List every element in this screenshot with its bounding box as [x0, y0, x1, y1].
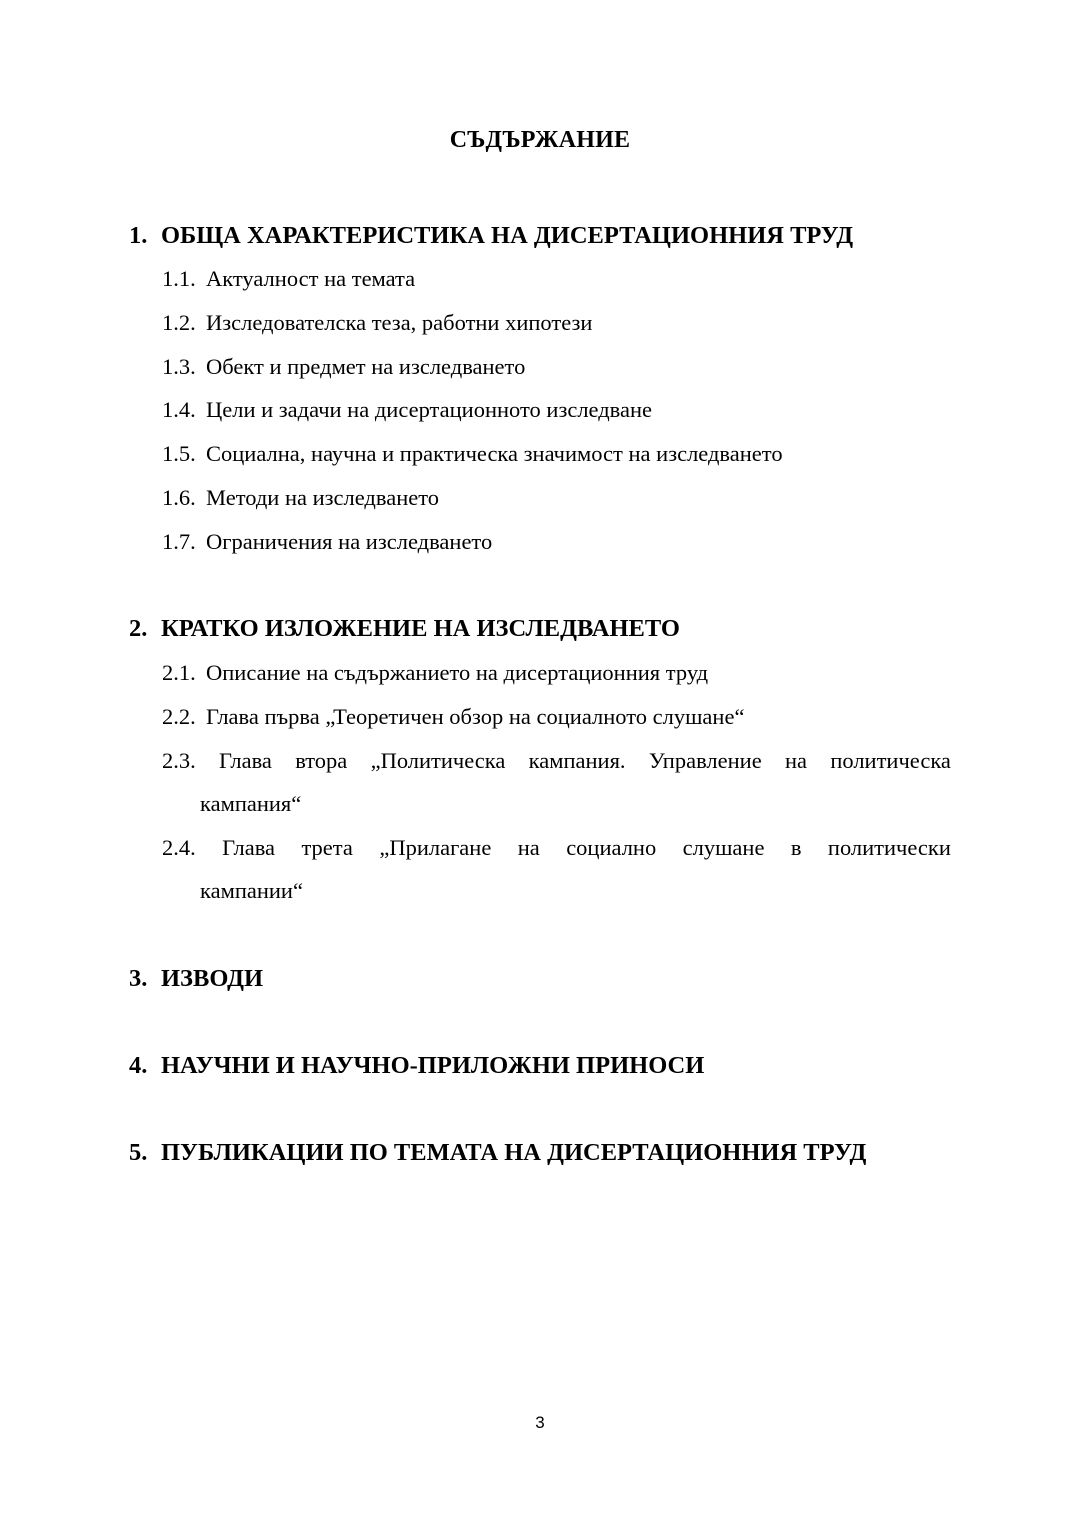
section-number: 5.: [129, 1139, 148, 1166]
section-label: ИЗВОДИ: [161, 965, 264, 992]
toc-section-1[interactable]: [129, 222, 853, 250]
item-text: Актуалност на темата: [206, 266, 416, 291]
section-label: ПУБЛИКАЦИИ ПО ТЕМАТА НА ДИСЕРТАЦИОННИЯ ТРУД: [161, 1139, 867, 1166]
item-word: социално: [566, 835, 657, 860]
item-text: Ограничения на изследването: [206, 529, 493, 554]
toc-section-5[interactable]: [129, 1139, 866, 1167]
item-word: слушане: [682, 835, 765, 860]
item-word: в: [790, 835, 802, 860]
item-word: трета: [301, 835, 353, 860]
item-word: „Прилагане: [379, 835, 492, 860]
toc-section-3[interactable]: [129, 965, 263, 993]
item-number: 1.3.: [162, 354, 196, 379]
toc-item-1-1[interactable]: [162, 266, 415, 292]
toc-item-2-4[interactable]: [162, 835, 951, 904]
toc-item-1-2[interactable]: [162, 310, 592, 336]
toc-section-2[interactable]: [129, 615, 680, 643]
item-word: на: [785, 748, 808, 773]
item-text-continuation: кампании“: [200, 878, 303, 903]
item-text-continuation: кампания“: [200, 791, 302, 816]
item-word: политическа: [830, 748, 951, 773]
toc-item-1-3[interactable]: [162, 354, 525, 380]
item-text: Социална, научна и практическа значимост на изследването: [206, 441, 783, 466]
item-word: политически: [827, 835, 951, 860]
page-number: 3: [535, 1413, 545, 1432]
section-number: 1.: [129, 222, 148, 249]
item-number: 1.2.: [162, 310, 196, 335]
item-number: 1.5.: [162, 441, 196, 466]
toc-section-4[interactable]: [129, 1052, 704, 1080]
section-number: 2.: [129, 615, 148, 642]
item-word: на: [517, 835, 540, 860]
toc-item-2-1[interactable]: [162, 660, 708, 686]
item-number: 1.6.: [162, 485, 196, 510]
item-text: Методи на изследването: [206, 485, 440, 510]
toc-item-1-7[interactable]: [162, 529, 492, 555]
item-word: „Политическа: [370, 748, 506, 773]
toc-item-2-2[interactable]: [162, 704, 744, 730]
item-number: 2.4.: [162, 835, 196, 860]
section-label: НАУЧНИ И НАУЧНО-ПРИЛОЖНИ ПРИНОСИ: [161, 1052, 705, 1079]
toc-item-1-5[interactable]: [162, 441, 783, 467]
item-text: Глава първа „Теоретичен обзор на социалното слушане“: [206, 704, 745, 729]
item-word: Глава: [219, 748, 272, 773]
toc-item-1-4[interactable]: [162, 397, 652, 423]
item-text: Обект и предмет на изследването: [206, 354, 526, 379]
item-number: 1.7.: [162, 529, 196, 554]
item-word: Управление: [648, 748, 762, 773]
section-number: 4.: [129, 1052, 148, 1079]
item-text: Цели и задачи на дисертационното изследване: [206, 397, 653, 422]
item-number: 2.2.: [162, 704, 196, 729]
section-label: ОБЩА ХАРАКТЕРИСТИКА НА ДИСЕРТАЦИОННИЯ ТРУД: [161, 222, 854, 249]
item-number: 2.3.: [162, 748, 196, 773]
item-text: Изследователска теза, работни хипотези: [206, 310, 593, 335]
item-word: Глава: [222, 835, 276, 860]
toc-item-1-6[interactable]: [162, 485, 439, 511]
item-word: кампания.: [528, 748, 626, 773]
item-word: втора: [295, 748, 348, 773]
item-number: 1.1.: [162, 266, 196, 291]
item-text: Описание на съдържанието на дисертационния труд: [206, 660, 709, 685]
section-number: 3.: [129, 965, 148, 992]
toc-item-2-3[interactable]: [162, 748, 951, 817]
section-label: КРАТКО ИЗЛОЖЕНИЕ НА ИЗСЛЕДВАНЕТО: [161, 615, 680, 642]
item-number: 2.1.: [162, 660, 196, 685]
page-title: СЪДЪРЖАНИЕ: [449, 127, 631, 153]
item-number: 1.4.: [162, 397, 196, 422]
